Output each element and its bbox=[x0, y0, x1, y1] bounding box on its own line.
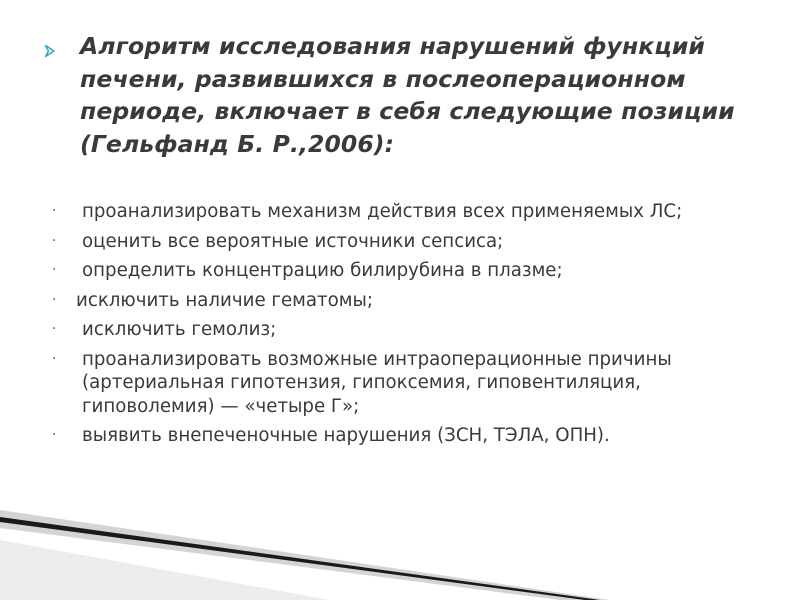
slide-heading bbox=[44, 30, 744, 160]
bullet-marker: · bbox=[52, 203, 57, 219]
list-item bbox=[48, 200, 768, 224]
slide-title: Алгоритм исследования нарушений функций печени, развившихся в послеоперационном периоде, включает в себя следующие позиции (Гельфанд Б. Р.,2006): bbox=[80, 32, 735, 158]
list-item-text: выявить внепеченочные нарушения (ЗСН, ТЭЛА, ОПН). bbox=[82, 425, 610, 446]
bullet-marker: · bbox=[52, 291, 57, 308]
list-item-text: исключить наличие гематомы; bbox=[76, 289, 373, 311]
list-item bbox=[48, 348, 768, 419]
bullet-marker: · bbox=[52, 427, 57, 443]
list-item-text: определить концентрацию билирубина в плазме; bbox=[82, 260, 563, 281]
bullet-marker: · bbox=[52, 262, 57, 278]
list-item-text: исключить гемолиз; bbox=[82, 319, 277, 340]
list-item bbox=[48, 318, 768, 342]
arrow-outline-icon bbox=[44, 30, 80, 62]
list-item-text: проанализировать механизм действия всех применяемых ЛС; bbox=[82, 201, 683, 222]
list-item bbox=[48, 424, 768, 448]
bullet-marker: · bbox=[52, 350, 57, 367]
bullet-marker: · bbox=[52, 232, 57, 249]
list-item bbox=[48, 259, 768, 283]
list-item-text: оценить все вероятные источники сепсиса; bbox=[82, 230, 504, 252]
list-item-text: проанализировать возможные интраоперационные причины (артериальная гипотензия, гипоксемия, гиповентиляция, гиповолемия) — «четыре Г»; bbox=[82, 348, 672, 417]
bullet-list bbox=[48, 200, 768, 454]
list-item bbox=[48, 289, 768, 313]
list-item bbox=[48, 230, 768, 254]
bullet-marker: · bbox=[52, 321, 57, 337]
